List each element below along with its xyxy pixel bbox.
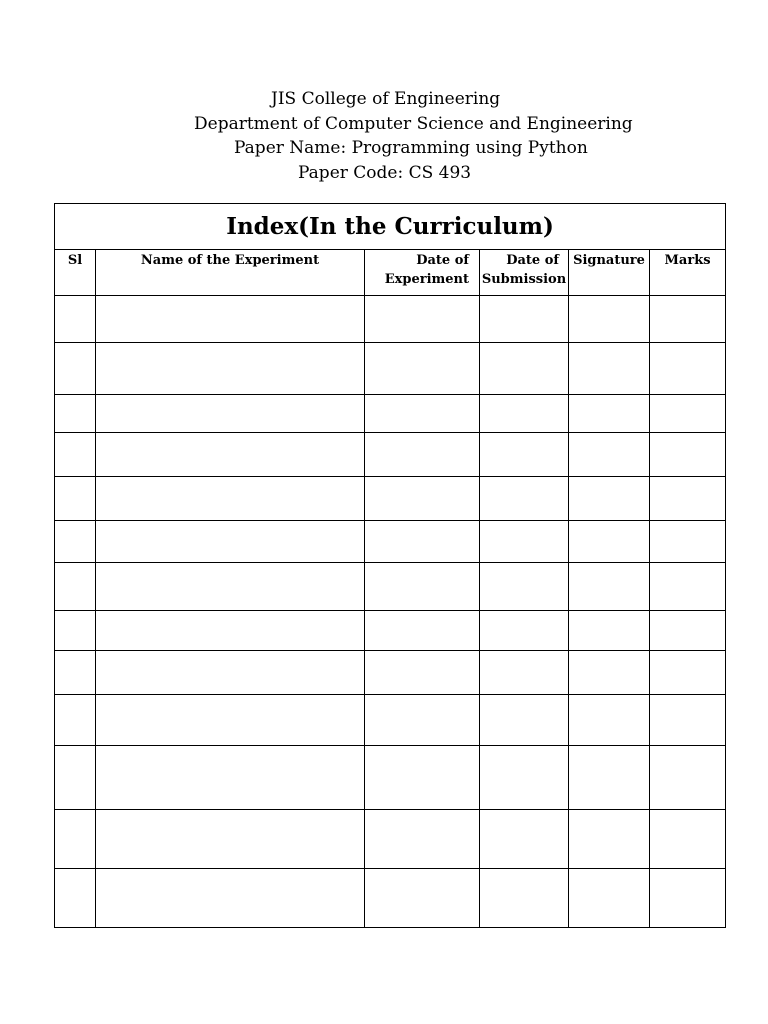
experiment-name-cell [96, 746, 365, 810]
date-of-submission-cell [480, 611, 569, 651]
date-of-submission-cell [480, 869, 569, 928]
table-row [55, 395, 726, 433]
date-of-experiment-cell [365, 651, 480, 695]
marks-cell [650, 433, 726, 477]
date-of-submission-cell [480, 810, 569, 869]
date-of-experiment-cell [365, 521, 480, 563]
experiment-name-cell [96, 395, 365, 433]
marks-cell [650, 869, 726, 928]
date-of-submission-cell [480, 746, 569, 810]
column-header-date-of-experiment [365, 250, 480, 296]
signature-cell [569, 477, 650, 521]
experiment-name-cell [96, 343, 365, 395]
sl-cell [55, 611, 96, 651]
signature-cell [569, 563, 650, 611]
signature-cell [569, 695, 650, 746]
experiment-name-cell [96, 651, 365, 695]
date-of-submission-cell [480, 296, 569, 343]
experiment-name-cell [96, 563, 365, 611]
signature-cell [569, 296, 650, 343]
date-of-experiment-line-1: Date of [416, 253, 469, 268]
signature-cell [569, 611, 650, 651]
table-title: Index(In the Curriculum) [55, 204, 726, 250]
experiment-name-cell [96, 296, 365, 343]
date-of-experiment-cell [365, 810, 480, 869]
date-of-experiment-cell [365, 343, 480, 395]
sl-cell [55, 433, 96, 477]
sl-cell [55, 343, 96, 395]
date-of-experiment-cell [365, 563, 480, 611]
date-of-experiment-cell [365, 395, 480, 433]
sl-cell [55, 521, 96, 563]
marks-cell [650, 521, 726, 563]
sl-cell [55, 651, 96, 695]
signature-cell [569, 869, 650, 928]
date-of-submission-cell [480, 563, 569, 611]
index-table [54, 203, 726, 928]
table-row [55, 563, 726, 611]
signature-cell [569, 433, 650, 477]
experiment-name-cell [96, 695, 365, 746]
paper-name: Paper Name: Programming using Python [234, 138, 588, 158]
date-of-submission-cell [480, 343, 569, 395]
table-row [55, 611, 726, 651]
column-header-sl: Sl [55, 250, 96, 296]
column-header-experiment-name: Name of the Experiment [96, 250, 365, 296]
marks-cell [650, 563, 726, 611]
signature-cell [569, 395, 650, 433]
signature-cell [569, 810, 650, 869]
table-row [55, 343, 726, 395]
experiment-name-cell [96, 869, 365, 928]
marks-cell [650, 695, 726, 746]
date-of-submission-cell [480, 433, 569, 477]
date-of-submission-cell [480, 695, 569, 746]
marks-cell [650, 477, 726, 521]
date-of-experiment-cell [365, 433, 480, 477]
table-row [55, 746, 726, 810]
sl-cell [55, 810, 96, 869]
date-of-experiment-cell [365, 695, 480, 746]
signature-cell [569, 746, 650, 810]
experiment-name-cell [96, 477, 365, 521]
date-of-submission-cell [480, 521, 569, 563]
paper-code: Paper Code: CS 493 [298, 163, 472, 183]
column-header-marks: Marks [650, 250, 726, 296]
signature-cell [569, 343, 650, 395]
date-of-experiment-cell [365, 611, 480, 651]
date-of-experiment-cell [365, 296, 480, 343]
sl-cell [55, 746, 96, 810]
date-of-submission-cell [480, 651, 569, 695]
date-of-submission-cell [480, 477, 569, 521]
table-row [55, 433, 726, 477]
marks-cell [650, 343, 726, 395]
experiment-name-cell [96, 521, 365, 563]
date-of-submission-line-1: Date of [506, 253, 559, 268]
date-of-submission-cell [480, 395, 569, 433]
signature-cell [569, 521, 650, 563]
table-row [55, 695, 726, 746]
date-of-experiment-cell [365, 869, 480, 928]
marks-cell [650, 746, 726, 810]
experiment-name-cell [96, 611, 365, 651]
date-of-experiment-line-2: Experiment [384, 272, 469, 287]
table-row [55, 477, 726, 521]
sl-cell [55, 869, 96, 928]
sl-cell [55, 695, 96, 746]
experiment-name-cell [96, 810, 365, 869]
table-row [55, 651, 726, 695]
date-of-submission-line-2: Submission [481, 272, 567, 287]
table-row [55, 296, 726, 343]
sl-cell [55, 563, 96, 611]
marks-cell [650, 810, 726, 869]
college-name: JIS College of Engineering [271, 89, 501, 109]
table-row [55, 810, 726, 869]
column-header-date-of-submission [480, 250, 569, 296]
date-of-experiment-cell [365, 477, 480, 521]
column-header-signature: Signature [569, 250, 650, 296]
marks-cell [650, 296, 726, 343]
sl-cell [55, 395, 96, 433]
sl-cell [55, 296, 96, 343]
department-name: Department of Computer Science and Engineering [194, 114, 633, 134]
marks-cell [650, 651, 726, 695]
marks-cell [650, 611, 726, 651]
date-of-experiment-cell [365, 746, 480, 810]
table-row [55, 869, 726, 928]
sl-cell [55, 477, 96, 521]
signature-cell [569, 651, 650, 695]
marks-cell [650, 395, 726, 433]
table-row [55, 521, 726, 563]
experiment-name-cell [96, 433, 365, 477]
